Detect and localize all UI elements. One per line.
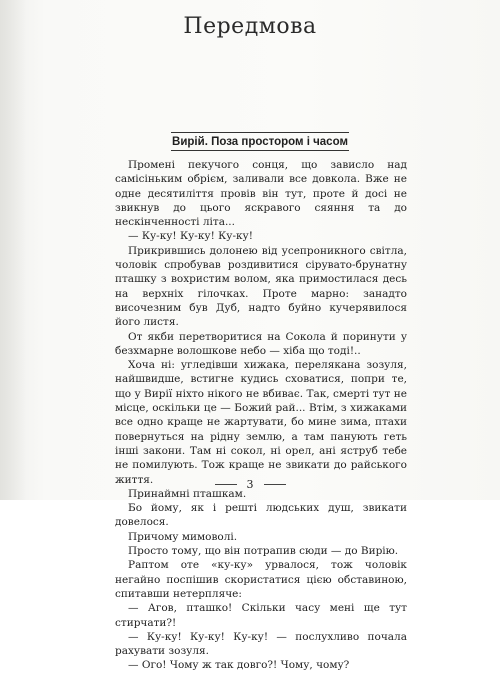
- page-number-dash-right: [264, 484, 286, 485]
- paragraph: Промені пекучого сонця, що зависло над самісіньким обрієм, заливали все довкола. Вже не одне десятиліття провів він тут, проте й досі не звикнув до цього яскравого сяяння та до нескінченності літа...: [115, 159, 407, 229]
- section-heading: Вирій. Поза простором і часом: [172, 136, 348, 148]
- paragraph: — Ого! Чому ж так довго?! Чому, чому?: [128, 659, 350, 672]
- paragraph: От якби перетворитися на Сокола й поринути у безхмарне волошкове небо — хіба що тоді!..: [115, 330, 407, 357]
- paragraph: Прикрившись долонею від усепроникного світла, чоловік спробував роздивитися сірувато-брунатну пташку з вохристим волом, яка примостилася десь на верхніх гілочках. Проте марно: занадто височезним був Дуб, надто буйно кучерявилося його листя.: [115, 244, 407, 329]
- heading-bottom-rule: [171, 150, 349, 151]
- paragraph: Хоча ні: угледівши хижака, переляканa зозуля, найшвидше, встигне кудись сховатися, попри те, що у Вирії ніхто нікого не вбиває. Так, смерті тут не місце, оскільки це — Божий рай... Втім, з хижаками все одно краще не жартувати, бо мине зима, птахи повернуться на рідну землю, а там панують геть інші закони. Там ні сокол, ні орел, ані яструб тебе не помилують. Тож краще не звикати до райського життя.: [115, 359, 407, 486]
- page-number: 3: [246, 478, 254, 491]
- scan-edge-shadow: [0, 0, 26, 500]
- paragraph: Бо йому, як і решті людських душ, звикати довелося.: [115, 502, 407, 529]
- paragraph: — Ку-ку! Ку-ку! Ку-ку! — послухливо почала рахувати зозуля.: [115, 630, 407, 658]
- paragraph: Причому мимоволі.: [128, 530, 238, 543]
- paragraph: Раптом оте «ку-ку» урвалося, тож чоловік негайно поспішив скористатися цією обставиною, спитавши нетерпляче:: [115, 559, 407, 600]
- paragraph: — Ку-ку! Ку-ку! Ку-ку!: [128, 230, 253, 243]
- body-text: [115, 158, 407, 673]
- paragraph: — Агов, пташко! Скільки часу мені ще тут стирчати?!: [115, 602, 407, 629]
- chapter-title: Передмова: [183, 14, 317, 39]
- page-number-footer: [0, 478, 500, 491]
- section-heading-block: [171, 132, 349, 151]
- paragraph: Просто тому, що він потрапив сюди — до Вирію.: [128, 545, 399, 558]
- paragraph: Принаймні пташкам.: [128, 487, 247, 500]
- page-number-dash-left: [215, 484, 237, 485]
